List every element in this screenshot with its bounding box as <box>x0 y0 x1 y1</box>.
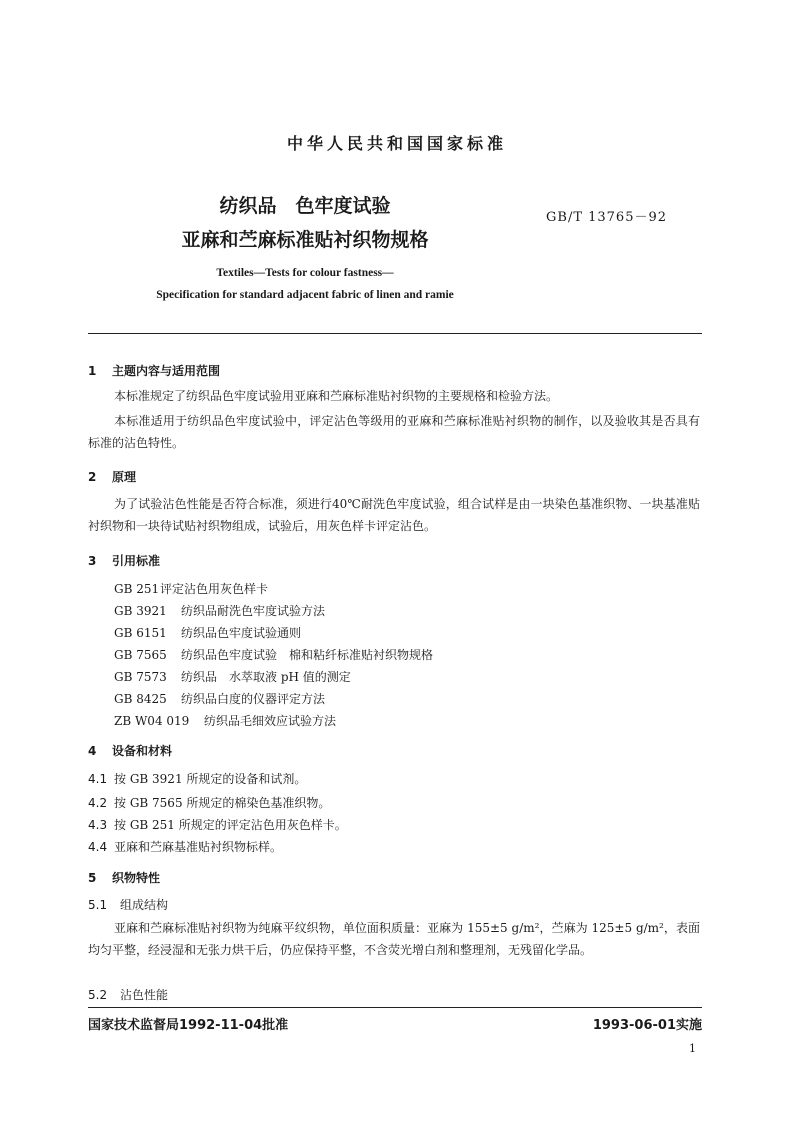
reference-code: GB 7573 <box>114 670 167 684</box>
reference-item <box>114 666 433 688</box>
issue-approval: 国家技术监督局1992-11-04批准 <box>88 1018 289 1033</box>
reference-list <box>114 578 433 732</box>
section-title: 设备和材料 <box>112 744 173 758</box>
reference-code: GB 251 <box>114 582 160 596</box>
section-number: 2 <box>88 470 97 484</box>
reference-title: 纺织品 水萃取液 pH 值的测定 <box>181 670 351 684</box>
item-text: 亚麻和苎麻基准贴衬织物标样。 <box>114 840 283 854</box>
reference-code: GB 8425 <box>114 692 167 706</box>
header-divider <box>88 333 702 334</box>
reference-title: 纺织品毛细效应试验方法 <box>204 714 337 728</box>
section-number: 1 <box>88 364 97 378</box>
item-text: 按 GB 251 所规定的评定沾色用灰色样卡。 <box>114 818 347 832</box>
reference-item <box>114 710 433 732</box>
item-number: 4.1 <box>88 772 108 786</box>
reference-title: 纺织品白度的仪器评定方法 <box>181 692 326 706</box>
section-4-item <box>88 770 306 787</box>
item-number: 4.3 <box>88 818 108 832</box>
section-title: 主题内容与适用范围 <box>112 364 221 378</box>
title-en-line1: Textiles—Tests for colour fastness— <box>216 267 394 279</box>
section-2-para-1: 为了试验沾色性能是否符合标准，须进行40℃耐洗色牢度试验，组合试样是由一块染色基准织物、一块基准贴衬织物和一块待试贴衬织物组成，试验后，用灰色样卡评定沾色。 <box>88 497 700 533</box>
reference-item <box>114 644 433 666</box>
section-number: 5 <box>88 871 97 885</box>
section-5-2-heading <box>88 986 168 1003</box>
title-en-line2: Specification for standard adjacent fabric of linen and ramie <box>156 289 454 301</box>
item-text: 沾色性能 <box>120 988 169 1002</box>
title-cn-line2: 亚麻和苎麻标准贴衬织物规格 <box>181 229 429 251</box>
section-number: 3 <box>88 554 97 568</box>
national-standard-label: 中华人民共和国国家标准 <box>286 134 507 153</box>
section-5-1-para: 亚麻和苎麻标准贴衬织物为纯麻平纹织物，单位面积质量：亚麻为 155±5 g/m²，苎麻为 125±5 g/m²，表面均匀平整，经浸湿和无张力烘干后，仍应保持平整，不含荧光增白剂和整理剂，无残留化学品。 <box>88 921 700 957</box>
section-1-para-1: 本标准规定了纺织品色牢度试验用亚麻和苎麻标准贴衬织物的主要规格和检验方法。 <box>114 389 559 403</box>
document-title-en <box>90 262 520 306</box>
section-5-1-heading <box>88 896 168 913</box>
item-number: 4.2 <box>88 796 108 810</box>
standard-code: GB/T 13765－92 <box>546 210 668 225</box>
section-1-para-2: 本标准适用于纺织品色牢度试验中，评定沾色等级用的亚麻和苎麻标准贴衬织物的制作，以及验收其是否具有标准的沾色特性。 <box>88 414 700 450</box>
item-number: 4.4 <box>88 840 108 854</box>
item-text: 按 GB 3921 所规定的设备和试剂。 <box>114 772 307 786</box>
item-number: 5.1 <box>88 898 108 912</box>
reference-title: 评定沾色用灰色样卡 <box>160 582 269 596</box>
section-2-heading <box>88 468 136 485</box>
section-4-item <box>88 816 347 833</box>
footer-divider <box>88 1007 702 1008</box>
section-3-heading <box>88 552 160 569</box>
title-cn-line1: 纺织品 色牢度试验 <box>219 195 391 217</box>
section-4-item <box>88 838 282 855</box>
section-number: 4 <box>88 744 97 758</box>
reference-title: 纺织品色牢度试验通则 <box>181 626 302 640</box>
reference-title: 纺织品耐洗色牢度试验方法 <box>181 604 326 618</box>
reference-code: GB 3921 <box>114 604 167 618</box>
reference-item <box>114 622 433 644</box>
reference-item <box>114 600 433 622</box>
reference-code: GB 7565 <box>114 648 167 662</box>
section-4-item <box>88 794 330 811</box>
page-number: 1 <box>689 1042 696 1055</box>
section-1-heading <box>88 362 220 379</box>
reference-code: ZB W04 019 <box>114 714 190 728</box>
reference-item <box>114 688 433 710</box>
section-4-heading <box>88 742 172 759</box>
section-title: 引用标准 <box>112 554 161 568</box>
section-title: 原理 <box>112 470 137 484</box>
document-title-cn <box>90 189 520 257</box>
reference-item <box>114 578 433 600</box>
reference-title: 纺织品色牢度试验 棉和粘纤标准贴衬织物规格 <box>181 648 434 662</box>
section-5-heading <box>88 869 160 886</box>
section-title: 织物特性 <box>112 871 161 885</box>
reference-code: GB 6151 <box>114 626 167 640</box>
item-text: 按 GB 7565 所规定的棉染色基准织物。 <box>114 796 331 810</box>
item-text: 组成结构 <box>120 898 169 912</box>
effective-date: 1993-06-01实施 <box>592 1018 702 1033</box>
item-number: 5.2 <box>88 988 108 1002</box>
